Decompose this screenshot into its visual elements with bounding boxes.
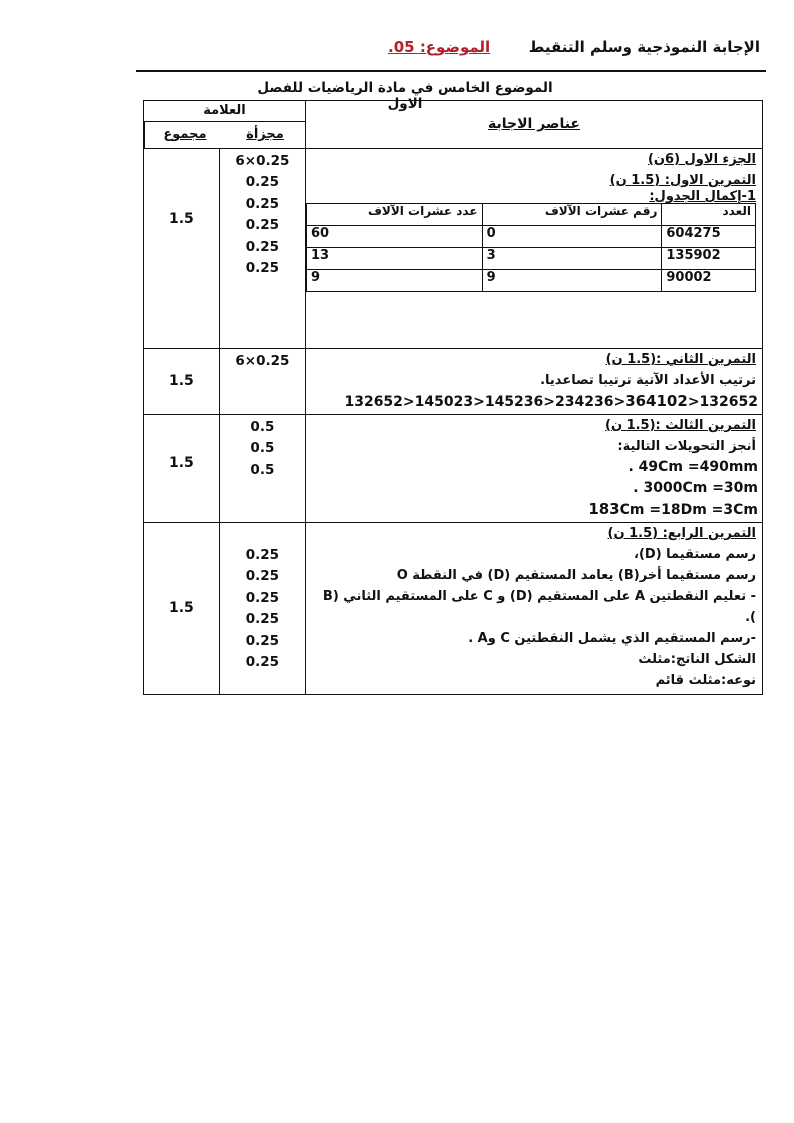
section3-total-cell	[144, 415, 220, 523]
cell: 60	[307, 226, 483, 248]
mark: 0.25	[245, 568, 280, 585]
exercise-title: التمرين الرابع: (1.5 ن)	[607, 526, 756, 541]
cell: 13	[307, 248, 483, 270]
section-row-3	[144, 415, 763, 523]
subject-number: 05.	[388, 38, 415, 56]
table-header-row	[144, 101, 763, 149]
mark: 0.25	[245, 589, 280, 606]
mark: 0.5	[250, 461, 275, 478]
mark: 0.25	[245, 259, 280, 276]
cell: 9	[482, 270, 662, 292]
partial-header: مجزأة	[246, 127, 284, 142]
mark: 0.25	[245, 653, 280, 670]
section-row-1	[144, 149, 763, 349]
col-header: رقم عشرات الآلاف	[482, 204, 662, 226]
mark: 0.25	[245, 611, 280, 628]
section2-total: 1.5	[168, 373, 194, 389]
part-title: الجزء الاول (6ن)	[647, 152, 756, 167]
cell: 0	[482, 226, 662, 248]
cell: 3	[482, 248, 662, 270]
answer-line: رسم مستقيما (D)،	[634, 547, 756, 562]
mark: 0.25	[245, 632, 280, 649]
section1-total: 1.5	[168, 211, 194, 227]
sequence-part: >132652	[687, 394, 758, 410]
mark: 0.25	[245, 174, 280, 191]
answers-header	[306, 101, 763, 149]
mark: 0.25	[245, 195, 280, 212]
answer-line: -رسم المستقيم الذي يشمل النقطتين C وA .	[468, 631, 756, 646]
ordered-sequence	[306, 391, 762, 412]
table-row	[307, 226, 756, 248]
table-row	[307, 270, 756, 292]
conversion-highlight: 183	[588, 500, 620, 518]
sequence-part: 132652>145023>145236>234236>	[344, 394, 626, 410]
task-text: أنجز التحويلات التالية:	[617, 439, 756, 454]
conversion-line: . 3000Cm =30m	[633, 480, 758, 496]
answer-line: الشكل الناتج:مثلث	[638, 652, 756, 667]
mark: 0.5	[250, 440, 275, 457]
section4-total: 1.5	[168, 600, 194, 616]
mark: 0.25	[245, 217, 280, 234]
section1-answers	[306, 149, 763, 349]
section4-marks	[219, 523, 305, 695]
mark: 0.5	[250, 419, 275, 435]
mark: 0.25	[245, 547, 280, 563]
cell: 90002	[662, 270, 756, 292]
section3-total: 1.5	[168, 455, 194, 471]
subject-label	[388, 38, 490, 56]
digits-table	[306, 203, 756, 292]
section2-marks	[219, 349, 305, 415]
digits-table-header	[307, 204, 756, 226]
section4-answers	[306, 523, 763, 695]
page-header	[140, 38, 760, 62]
answer-line: ).	[745, 610, 756, 625]
section3-marks	[219, 415, 305, 523]
conversion-rest: Cm =18Dm =3Cm	[619, 502, 758, 518]
section3-answers	[306, 415, 763, 523]
section2-total-cell	[144, 349, 220, 415]
task-text: 1-إكمال الجدول:	[649, 189, 756, 204]
col-header: العدد	[662, 204, 756, 226]
exercise-title: التمرين الثاني :(1.5 ن)	[605, 352, 756, 367]
answer-line: رسم مستقيما أخر(B) يعامد المستقيم (D) في النقطة O	[396, 568, 756, 583]
section2-answers	[306, 349, 763, 415]
exercise-title: التمرين الاول: (1.5 ن)	[609, 173, 756, 188]
section1-marks	[219, 149, 305, 349]
cell: 135902	[662, 248, 756, 270]
answers-header-label: عناصر الاجابة	[488, 116, 580, 132]
header-divider	[136, 70, 766, 72]
grade-header-label: العلامة	[144, 101, 305, 122]
page-subtitle: الموضوع الخامس في مادة الرياضيات للفصل الاول	[257, 80, 553, 112]
header-title: الإجابة النموذجية وسلم التنقيط	[528, 38, 760, 56]
subject-label-text: الموضوع:	[419, 38, 491, 56]
answer-table	[143, 100, 763, 695]
table-row	[307, 248, 756, 270]
section-row-2	[144, 349, 763, 415]
task-text: ترتيب الأعداد الآتية ترتيبا تصاعديا.	[540, 373, 756, 388]
sequence-highlight: 364102	[625, 392, 688, 410]
conversion-line	[306, 499, 762, 520]
mark: 6×0.25	[235, 353, 290, 369]
cell: 9	[307, 270, 483, 292]
section1-total-cell	[144, 149, 220, 349]
exercise-title: التمرين الثالث :(1.5 ن)	[605, 418, 756, 433]
answer-line: - تعليم النقطتين A على المستقيم (D) و C على المستقيم الثاني (B	[322, 589, 756, 604]
mark: 0.25	[245, 238, 280, 255]
conversion-line: . 49Cm =490mm	[628, 459, 758, 475]
section4-total-cell	[144, 523, 220, 695]
grade-header	[144, 101, 306, 149]
grade-subheaders	[144, 122, 305, 148]
col-header: عدد عشرات الآلاف	[307, 204, 483, 226]
cell: 604275	[662, 226, 756, 248]
mark: 6×0.25	[235, 153, 290, 169]
total-header: مجموع	[144, 122, 225, 148]
section-row-4	[144, 523, 763, 695]
answer-line: نوعه:مثلث قائم	[655, 673, 756, 688]
